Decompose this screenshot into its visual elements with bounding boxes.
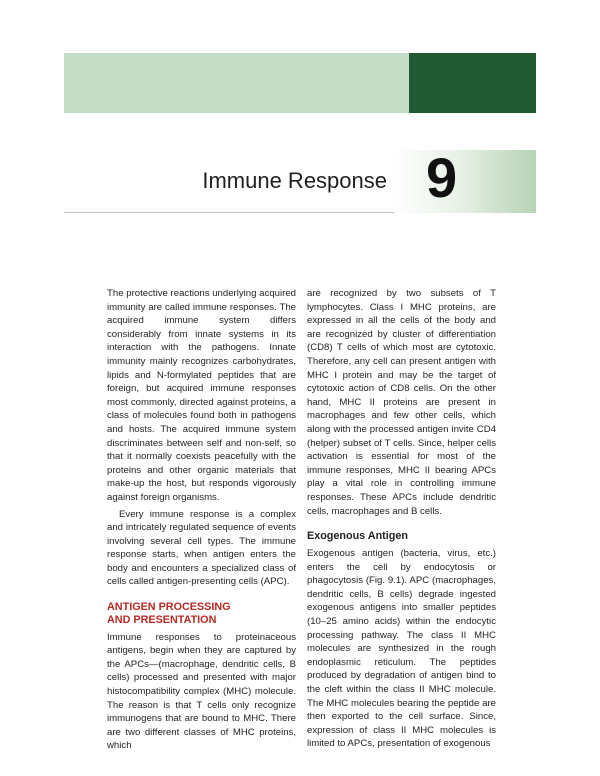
section-heading-line: AND PRESENTATION — [107, 613, 217, 626]
chapter-number: 9 — [426, 146, 458, 209]
title-rule — [64, 212, 400, 213]
header-band-dark — [409, 53, 536, 113]
paragraph: Every immune response is a complex and intricately regulated sequence of events involving several cell types. The immune response starts, when antigen enters the body and encounters a specialized class of cells called antigen-presenting cells (APC). — [107, 508, 296, 588]
section-heading — [107, 601, 296, 627]
subsection-heading: Exogenous Antigen — [307, 530, 408, 543]
chapter-number-gradient — [394, 146, 536, 213]
left-column — [107, 287, 296, 753]
chapter-title: Immune Response — [202, 168, 387, 193]
section-heading-line: ANTIGEN PROCESSING — [107, 601, 231, 614]
paragraph: Immune responses to proteinaceous antigens, begin when they are captured by the APCs—(macrophage, dendritic cells, B cells) processed and presented with major histocompatibility complex (MHC) molecule. The reason is that T cells only recognize immunogens that are bound to MHC. There are two different classes of MHC proteins, which — [107, 631, 296, 752]
right-column — [307, 287, 496, 751]
paragraph: are recognized by two subsets of T lymphocytes. Class I MHC proteins, are expressed in all the cells of the body and are recognized by cluster of differentiation (CD8) T cells of which most are cytotoxic. Therefore, any cell can present antigen with MHC I protein and may be the target of cytotoxic action of CD8 cells. On the other hand, MHC II proteins are present in macrophages and few other cells, which along with the processed antigen invite CD4 (helper) subset of T cells. Since, helper cells activation is essential for most of the immune responses, MHC II bearing APCs play a vital role in controlling immune responses. These APCs include dendritic cells, macrophages and B cells. — [307, 288, 496, 517]
paragraph: The protective reactions underlying acquired immunity are called immune responses. The acquired immune system differs considerably from innate systems in its interaction with the pathogens. Innate immunity mainly recognizes carbohydrates, lipids and N-formylated peptides that are foreign, but acquired immune responses most commonly, directed against proteins, a class of molecules found both in pathogens and hosts. The acquired immune system discriminates between self and non-self, so that it normally coexists peacefully with the proteins and other organic materials that make-up the host, but responds vigorously against foreign organisms. — [107, 288, 296, 503]
header-band-light — [64, 53, 409, 113]
paragraph: Exogenous antigen (bacteria, virus, etc.) enters the cell by endocytosis or phagocytosis (Fig. 9.1). APC (macrophages, dendritic cells, B cells) degrade ingested exogenous antigens into smaller peptides (10–25 amino acids) within the endocytic processing pathway. The class II MHC molecules are synthesized in the rough endoplasmic reticulum. The peptides produced by degradation of antigen bind to the cleft within the class II MHC molecule. The MHC molecules bearing the peptide are then exported to the cell surface. Since, expression of class II MHC molecules is limited to APCs, presentation of exogenous — [307, 548, 496, 750]
